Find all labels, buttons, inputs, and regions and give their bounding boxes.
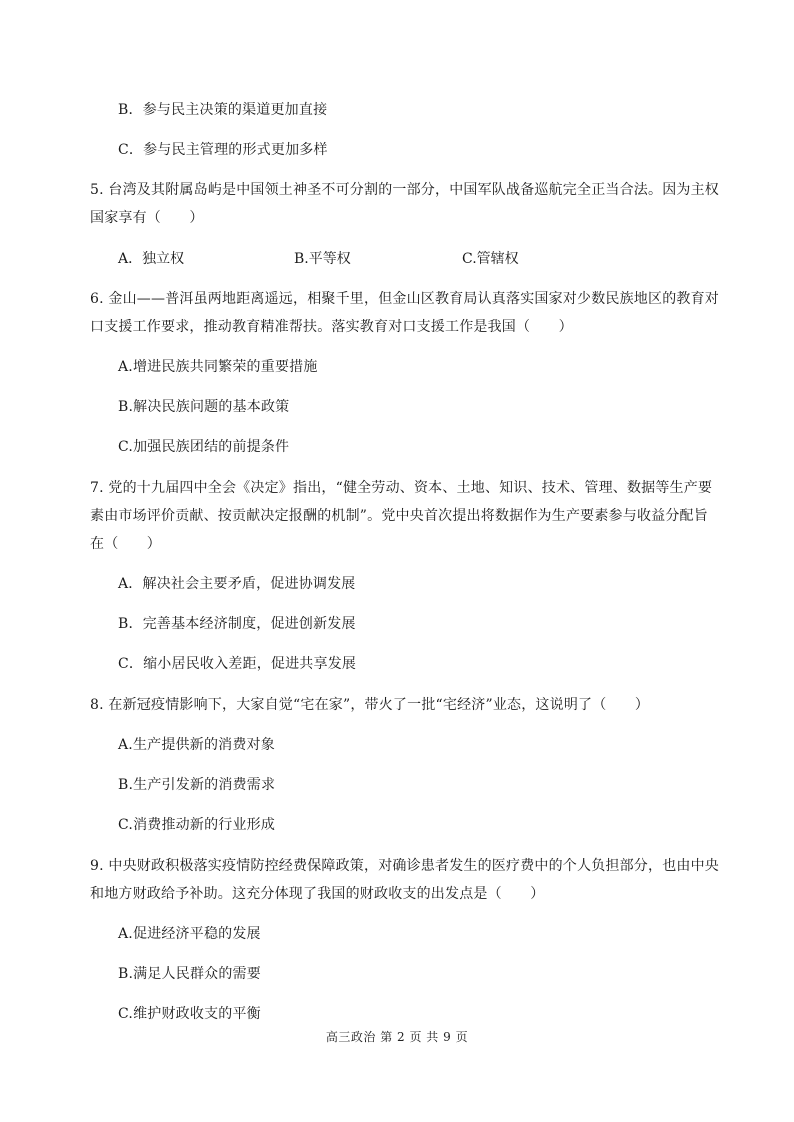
q7-option-b: B．完善基本经济制度，促进创新发展: [118, 616, 356, 632]
q5-stem-line1: 5. 台湾及其附属岛屿是中国领土神圣不可分割的一部分，中国军队战备巡航完全正当合法。因为主权: [90, 182, 720, 198]
q7-option-c: C．缩小居民收入差距，促进共享发展: [118, 656, 357, 672]
q5-stem-line2: 国家享有（ ）: [90, 210, 204, 226]
q7-stem-line1: 7. 党的十九届四中全会《决定》指出，“健全劳动、资本、土地、知识、技术、管理、数据等生产要: [90, 480, 713, 496]
q6-option-c: C.加强民族团结的前提条件: [118, 439, 290, 455]
q6-option-a: A.增进民族共同繁荣的重要措施: [118, 359, 318, 375]
q9-option-b: B.满足人民群众的需要: [118, 966, 261, 982]
q7-option-a: A．解决社会主要矛盾，促进协调发展: [118, 576, 356, 592]
q6-stem-line1: 6. 金山——普洱虽两地距离遥远，相聚千里，但金山区教育局认真落实国家对少数民族地区的教育对: [90, 291, 720, 307]
q8-option-b: B.生产引发新的消费需求: [118, 777, 276, 793]
q8-option-a: A.生产提供新的消费对象: [118, 737, 275, 753]
q7-stem-line2: 素由市场评价贡献、按贡献决定报酬的机制”。党中央首次提出将数据作为生产要素参与收益分配旨: [90, 508, 708, 524]
q9-option-a: A.促进经济平稳的发展: [118, 926, 261, 942]
q8-option-c: C.消费推动新的行业形成: [118, 817, 276, 833]
q9-option-c: C.维护财政收支的平衡: [118, 1006, 261, 1022]
q5-option-a: A．独立权: [118, 251, 185, 267]
q5-option-c: C.管辖权: [462, 251, 519, 267]
page-footer: 高三政治 第 2 页 共 9 页: [325, 1030, 469, 1044]
q5-options-row: [0, 250, 794, 268]
q9-stem-line1: 9. 中央财政积极落实疫情防控经费保障政策，对确诊患者发生的医疗费中的个人负担部分，也由中央: [90, 858, 720, 874]
q6-stem-line2: 口支援工作要求，推动教育精准帮扶。落实教育对口支援工作是我国（ ）: [90, 319, 573, 335]
q7-stem-line3: 在（ ）: [90, 536, 161, 552]
q9-stem-line2: 和地方财政给予补助。这充分体现了我国的财政收支的出发点是（ ）: [90, 886, 545, 902]
q8-stem-line1: 8. 在新冠疫情影响下，大家自觉“宅在家”，带火了一批“宅经济”业态，这说明了（ ）: [90, 697, 650, 713]
q4-option-b: B．参与民主决策的渠道更加直接: [118, 102, 328, 118]
q5-option-b: B.平等权: [294, 251, 351, 267]
q4-option-c: C．参与民主管理的形式更加多样: [118, 142, 328, 158]
q6-option-b: B.解决民族问题的基本政策: [118, 399, 290, 415]
